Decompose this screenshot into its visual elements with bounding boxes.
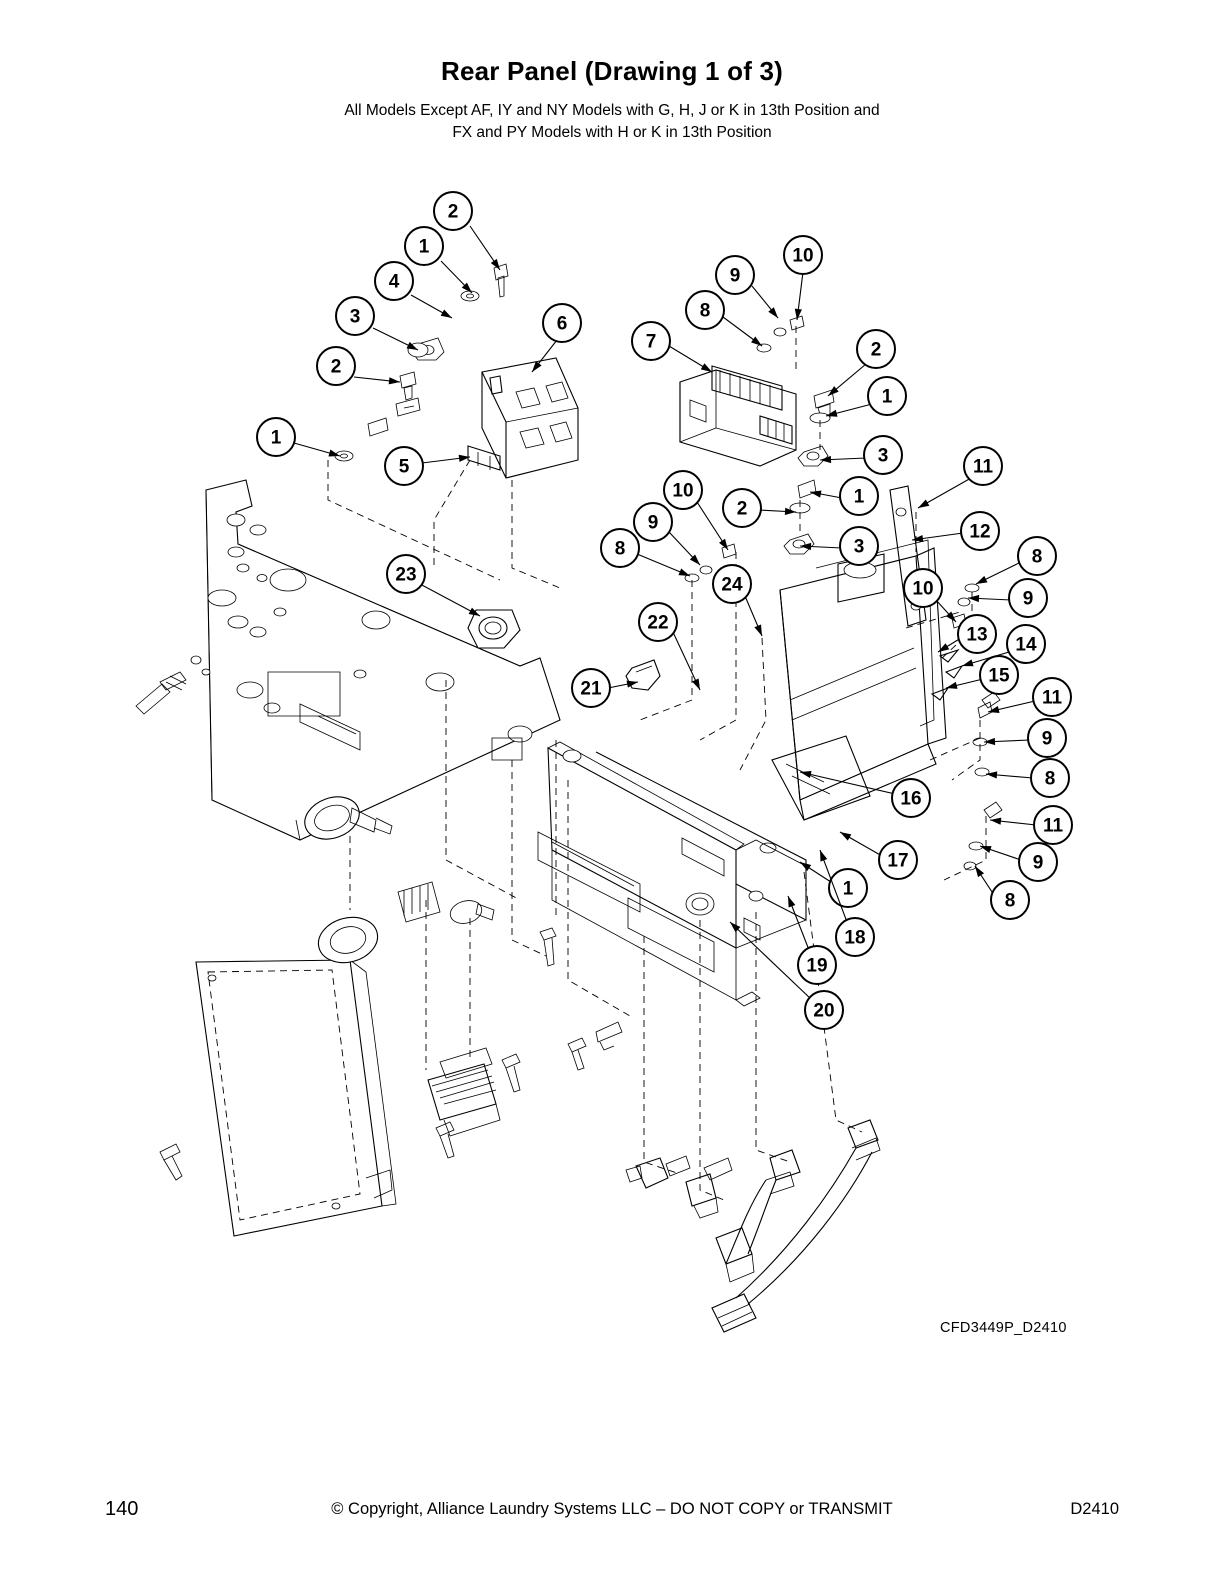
callout-9: [984, 719, 1066, 757]
callout-number: 11: [972, 456, 994, 478]
callout-arrowhead: [389, 377, 400, 384]
callouts-layer: [257, 192, 1072, 1029]
callout-arrowhead: [768, 307, 778, 318]
callout-number: 8: [614, 538, 626, 560]
callout-number: 9: [647, 512, 659, 534]
callout-number: 8: [1044, 768, 1056, 790]
callout-number: 1: [853, 486, 865, 508]
callout-number: 3: [349, 306, 361, 328]
wire-harness-1: [626, 1156, 690, 1188]
callout-2: [434, 192, 500, 270]
footer-copyright: © Copyright, Alliance Laundry Systems LLC – DO NOT COPY or TRANSMIT: [331, 1500, 893, 1518]
callout-10: [664, 471, 728, 550]
callout-number: 9: [729, 265, 741, 287]
callout-19: [788, 896, 836, 984]
callout-number: 21: [580, 678, 602, 700]
cable-bushing: [299, 790, 392, 847]
callout-2: [723, 489, 796, 527]
callout-9: [968, 579, 1047, 617]
callout-number: 9: [1041, 728, 1053, 750]
callout-8: [686, 291, 762, 346]
callout-number: 10: [912, 578, 934, 600]
callout-arrowhead: [441, 309, 452, 318]
callout-1: [810, 477, 878, 515]
callout-11: [918, 447, 1002, 508]
part-6-contactor: [468, 358, 578, 478]
callout-arrowhead: [751, 337, 762, 346]
callout-5: [385, 447, 470, 485]
callout-number: 12: [969, 521, 991, 543]
callout-15: [946, 656, 1018, 694]
rear-panel-plate: [136, 480, 560, 840]
callout-number: 8: [1031, 546, 1043, 568]
callout-number: 10: [672, 480, 694, 502]
callout-number: 15: [988, 665, 1010, 687]
callout-number: 3: [877, 445, 889, 467]
callout-number: 1: [842, 878, 854, 900]
callout-13: [938, 615, 996, 653]
page-subtitle-line2: FX and PY Models with H or K in 13th Position: [452, 124, 772, 141]
callout-10: [904, 569, 956, 622]
callout-arrowhead: [820, 850, 827, 862]
callout-number: 2: [736, 498, 748, 520]
callout-number: 4: [388, 271, 400, 293]
callout-11: [990, 806, 1072, 844]
lower-control-panel: [538, 742, 806, 1006]
callout-1: [405, 227, 472, 293]
callout-number: 8: [1004, 890, 1016, 912]
callout-arrowhead: [678, 568, 690, 576]
callout-arrowhead: [946, 682, 958, 689]
callout-arrowhead: [692, 679, 700, 690]
callout-number: 24: [721, 574, 743, 596]
callout-arrowhead: [719, 539, 728, 550]
callout-number: 1: [881, 386, 893, 408]
callout-2: [317, 347, 400, 385]
callout-1: [257, 418, 340, 456]
callout-arrowhead: [788, 896, 795, 908]
callout-arrowhead: [800, 771, 812, 778]
callout-8: [986, 759, 1069, 797]
callout-1: [826, 377, 906, 417]
callout-arrowhead: [826, 410, 838, 417]
callout-number: 16: [900, 788, 922, 810]
callout-number: 2: [447, 201, 459, 223]
callout-24: [713, 565, 762, 636]
page-subtitle: [0, 100, 1224, 144]
callout-arrowhead: [962, 659, 974, 666]
callout-number: 20: [813, 1000, 835, 1022]
callout-number: 9: [1022, 588, 1034, 610]
callout-number: 1: [418, 236, 430, 258]
panel-screw: [136, 672, 186, 714]
callout-number: 11: [1041, 687, 1063, 709]
callout-arrowhead: [918, 499, 929, 508]
callout-number: 9: [1032, 852, 1044, 874]
callout-9: [634, 503, 700, 565]
footer-page-number: 140: [105, 1498, 139, 1520]
callout-number: 11: [1042, 815, 1064, 837]
callout-4: [375, 262, 452, 318]
callout-leader: [800, 772, 895, 794]
callout-6: [532, 304, 581, 372]
callout-number: 1: [270, 427, 282, 449]
callout-number: 14: [1015, 634, 1037, 656]
wire-harness-2: [686, 1158, 732, 1218]
callout-number: 8: [699, 300, 711, 322]
lower-assembly-parts: [160, 790, 880, 1332]
callout-number: 13: [966, 624, 988, 646]
callout-number: 18: [844, 927, 866, 949]
part-23-grommet: [468, 610, 520, 648]
footer-document-code: D2410: [1070, 1500, 1119, 1518]
callout-arrowhead: [975, 866, 984, 877]
callout-arrowhead: [990, 818, 1001, 825]
part-7-module: [680, 366, 796, 466]
callout-arrowhead: [701, 363, 712, 372]
callout-12: [912, 512, 999, 550]
callout-number: 23: [395, 564, 417, 586]
callout-number: 22: [647, 612, 669, 634]
callout-3: [820, 436, 902, 474]
wire-harness-3: [716, 1150, 800, 1282]
callout-arrowhead: [980, 846, 992, 853]
callout-number: 19: [806, 955, 828, 977]
callout-number: 17: [887, 850, 909, 872]
page-subtitle-line1: All Models Except AF, IY and NY Models with G, H, J or K in 13th Position and: [344, 102, 880, 119]
callout-8: [975, 866, 1029, 919]
drawing-code: CFD3449P_D2410: [940, 1320, 1067, 1336]
callout-arrowhead: [754, 624, 762, 636]
callout-arrowhead: [491, 259, 500, 270]
callout-9: [716, 256, 778, 318]
callout-number: 7: [645, 331, 657, 353]
terminal-block: [428, 1048, 500, 1136]
callout-arrowhead: [840, 832, 851, 841]
callout-number: 3: [853, 536, 865, 558]
wire-harness-4: [712, 1120, 880, 1332]
callout-9: [980, 843, 1057, 881]
callout-10: [784, 236, 822, 320]
callout-arrowhead: [912, 535, 923, 542]
callout-number: 2: [330, 356, 342, 378]
page-title: Rear Panel (Drawing 1 of 3): [440, 56, 784, 86]
callout-7: [632, 322, 712, 372]
exploded-view-drawing: [0, 160, 1224, 1400]
callout-number: 2: [870, 339, 882, 361]
callout-number: 10: [792, 245, 814, 267]
callout-number: 6: [556, 313, 568, 335]
callout-3: [336, 297, 418, 350]
callout-number: 5: [398, 456, 410, 478]
callout-arrowhead: [976, 576, 987, 584]
